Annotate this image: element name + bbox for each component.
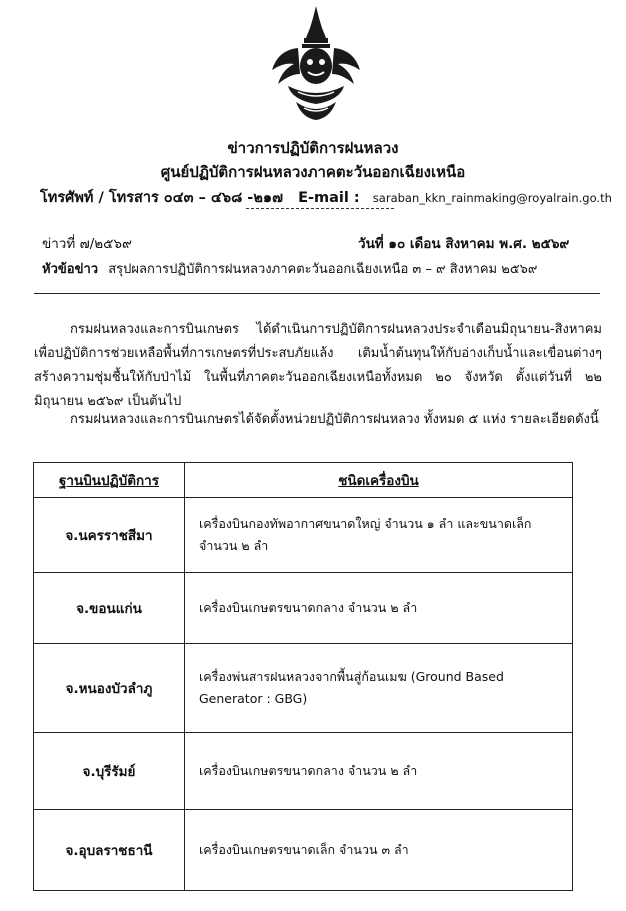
document-title: ข่าวการปฏิบัติการฝนหลวง	[227, 139, 399, 157]
news-subject	[42, 258, 537, 279]
email-label: E-mail :	[298, 190, 360, 206]
table-row	[34, 498, 573, 573]
body-paragraph-1: กรมฝนหลวงและการบินเกษตร ได้ดำเนินการปฏิบัติการฝนหลวงประจำเดือนมิถุนายน-สิงหาคม เพื่อปฏิบัติการช่วยเหลือพื้นที่การเกษตรที่ประสบภัยแล้ง เติมน้ำต้นทุนให้กับอ่างเก็บน้ำและเขื่อนต่างๆ สร้างความชุ่มชื้นให้กับป่าไม้ ในพื้นที่ภาคตะวันออกเฉียงเหนือทั้งหมด ๒๐ จังหวัด ตั้งแต่วันที่ ๒๒ มิถุนายน ๒๕๖๙ เป็นต้นไป	[34, 322, 602, 409]
news-number: ข่าวที่ ๗/๒๕๖๙	[42, 236, 132, 252]
email-address: saraban_kkn_rainmaking@royalrain.go.th	[372, 191, 612, 205]
table-row	[34, 573, 573, 644]
table-row	[34, 733, 573, 810]
aircraft-cell: เครื่องบินเกษตรขนาดกลาง จำนวน ๒ ลำ	[185, 573, 573, 644]
table-row	[34, 810, 573, 891]
operation-bases-table	[33, 462, 573, 891]
column-header-aircraft: ชนิดเครื่องบิน	[185, 463, 573, 498]
body-paragraph-2: กรมฝนหลวงและการบินเกษตรได้จัดตั้งหน่วยปฏิบัติการฝนหลวง ทั้งหมด ๕ แห่ง รายละเอียดดังนี้	[70, 412, 599, 427]
base-cell: จ.หนองบัวลำภู	[34, 644, 185, 733]
base-cell: จ.ขอนแก่น	[34, 573, 185, 644]
horizontal-rule	[34, 293, 600, 294]
base-cell: จ.นครราชสีมา	[34, 498, 185, 573]
aircraft-cell: เครื่องบินเกษตรขนาดเล็ก จำนวน ๓ ลำ	[185, 810, 573, 891]
subject-label: หัวข้อข่าว	[42, 262, 99, 277]
subject-text: สรุปผลการปฏิบัติการฝนหลวงภาคตะวันออกเฉียงเหนือ ๓ – ๙ สิงหาคม ๒๕๖๙	[108, 262, 538, 277]
phone-fax: โทรศัพท์ / โทรสาร ๐๔๓ – ๔๖๘ -๒๑๗	[40, 190, 283, 206]
base-cell: จ.บุรีรัมย์	[34, 733, 185, 810]
aircraft-cell: เครื่องบินเกษตรขนาดกลาง จำนวน ๒ ลำ	[185, 733, 573, 810]
department-name: ศูนย์ปฏิบัติการฝนหลวงภาคตะวันออกเฉียงเหนือ	[160, 163, 466, 181]
table-row	[34, 644, 573, 733]
base-cell: จ.อุบลราชธานี	[34, 810, 185, 891]
dashed-divider	[246, 208, 394, 209]
aircraft-cell: เครื่องบินกองทัพอากาศขนาดใหญ่ จำนวน ๑ ลำ และขนาดเล็ก จำนวน ๒ ลำ	[185, 498, 573, 573]
news-date: วันที่ ๑๐ เดือน สิงหาคม พ.ศ. ๒๕๖๙	[358, 236, 570, 252]
royal-rainmaking-emblem	[268, 4, 364, 124]
column-header-base: ฐานบินปฏิบัติการ	[34, 463, 185, 498]
contact-line	[40, 186, 612, 209]
table-header-row	[34, 463, 573, 498]
aircraft-cell: เครื่องพ่นสารฝนหลวงจากพื้นสู่ก้อนเมฆ (Ground Based Generator : GBG)	[185, 644, 573, 733]
